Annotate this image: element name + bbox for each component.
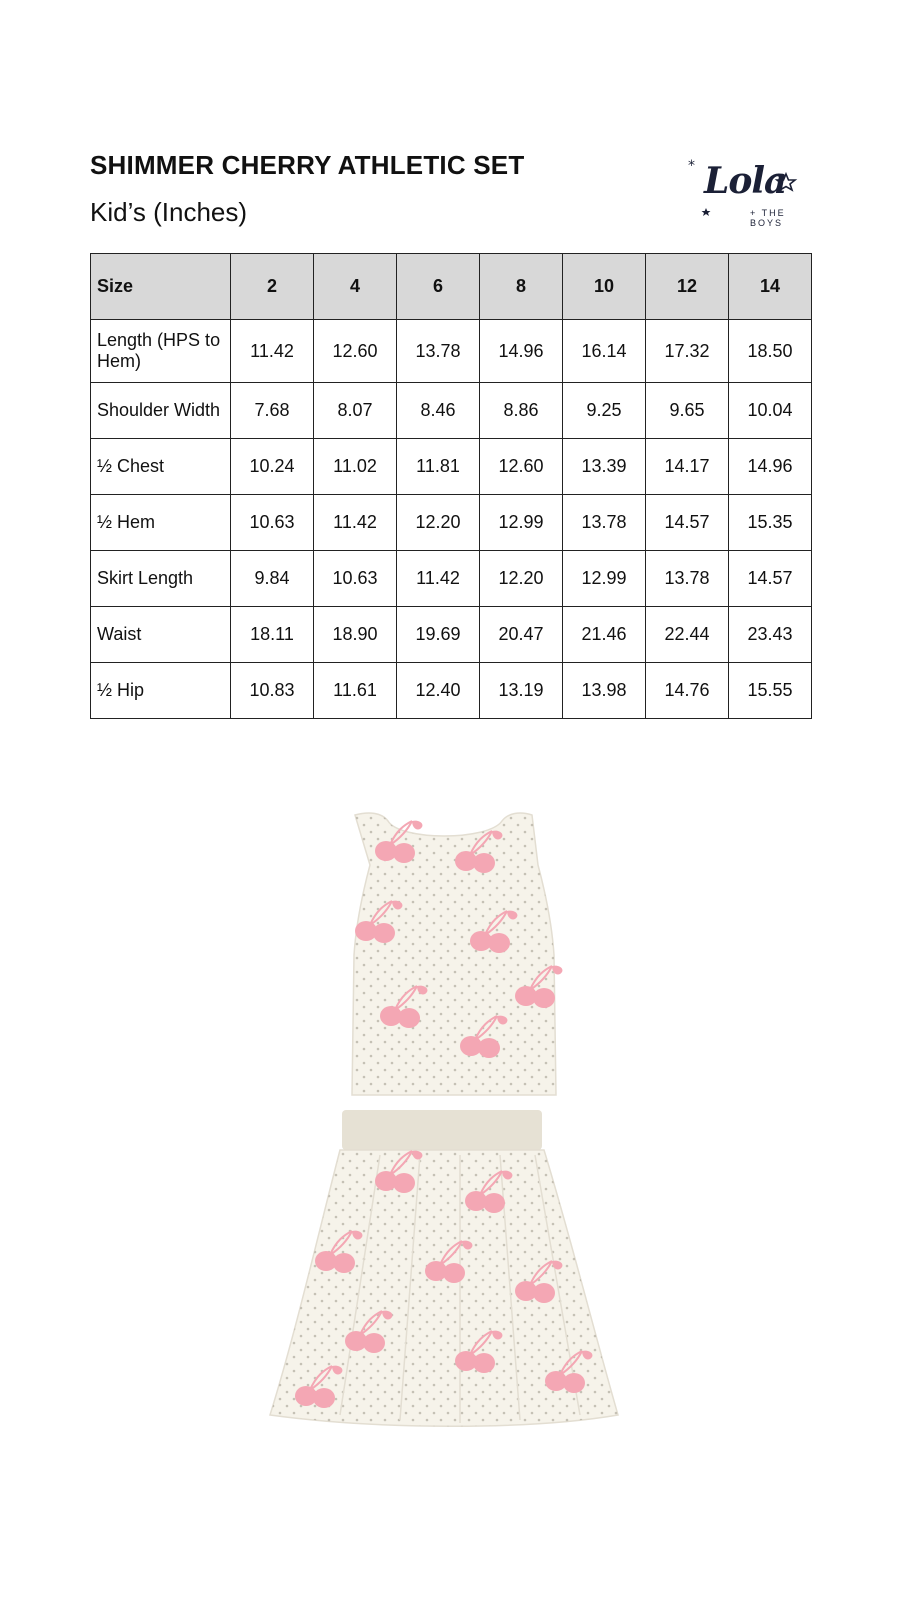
table-cell: 8.46 [397,383,480,439]
table-cell: 8.86 [480,383,563,439]
table-cell: 15.55 [729,663,812,719]
row-label: Waist [91,607,231,663]
table-cell: 11.61 [314,663,397,719]
table-cell: 14.76 [646,663,729,719]
table-cell: 13.98 [563,663,646,719]
row-label: Skirt Length [91,551,231,607]
table-row [91,439,812,495]
table-cell: 13.78 [563,495,646,551]
size-header-cell: 8 [480,254,563,320]
row-label: Shoulder Width [91,383,231,439]
table-cell: 10.83 [231,663,314,719]
size-header-label: Size [91,254,231,320]
logo-tagline: + THE BOYS [750,208,786,228]
table-cell: 13.78 [397,320,480,383]
table-row [91,495,812,551]
table-cell: 11.81 [397,439,480,495]
table-cell: 11.42 [397,551,480,607]
size-header-cell: 14 [729,254,812,320]
svg-text:*: * [688,158,695,174]
table-cell: 23.43 [729,607,812,663]
table-row [91,663,812,719]
product-image [270,815,640,1455]
row-label: Length (HPS to Hem) [91,320,231,383]
row-label: ½ Chest [91,439,231,495]
brand-logo [690,152,820,232]
table-row [91,320,812,383]
size-chart-subtitle: Kid’s (Inches) [90,197,248,227]
table-row [91,607,812,663]
size-header-cell: 12 [646,254,729,320]
table-cell: 18.50 [729,320,812,383]
table-cell: 18.90 [314,607,397,663]
table-cell: 12.60 [480,439,563,495]
table-cell: 14.96 [729,439,812,495]
table-cell: 10.63 [231,495,314,551]
table-cell: 14.96 [480,320,563,383]
size-header-row [91,254,812,320]
table-cell: 19.69 [397,607,480,663]
table-cell: 14.57 [646,495,729,551]
table-cell: 14.57 [729,551,812,607]
tank-top-graphic [352,813,562,1095]
table-cell: 16.14 [563,320,646,383]
table-cell: 21.46 [563,607,646,663]
table-cell: 15.35 [729,495,812,551]
skirt-graphic [270,1110,618,1426]
table-cell: 10.04 [729,383,812,439]
table-cell: 10.24 [231,439,314,495]
table-cell: 7.68 [231,383,314,439]
table-cell: 9.84 [231,551,314,607]
table-cell: 11.42 [314,495,397,551]
table-cell: 9.25 [563,383,646,439]
table-cell: 11.02 [314,439,397,495]
size-header-cell: 10 [563,254,646,320]
table-cell: 13.78 [646,551,729,607]
table-cell: 12.40 [397,663,480,719]
table-cell: 10.63 [314,551,397,607]
table-cell: 22.44 [646,607,729,663]
row-label: ½ Hem [91,495,231,551]
row-label: ½ Hip [91,663,231,719]
table-cell: 18.11 [231,607,314,663]
table-cell: 12.99 [480,495,563,551]
size-chart-table [90,253,812,719]
table-cell: 12.20 [397,495,480,551]
table-cell: 12.60 [314,320,397,383]
table-cell: 20.47 [480,607,563,663]
table-cell: 8.07 [314,383,397,439]
product-title: SHIMMER CHERRY ATHLETIC SET [90,150,525,180]
logo-wordmark: Lola [704,160,787,202]
table-cell: 14.17 [646,439,729,495]
size-header-cell: 6 [397,254,480,320]
size-header-cell: 2 [231,254,314,320]
table-row [91,383,812,439]
table-cell: 13.39 [563,439,646,495]
table-cell: 11.42 [231,320,314,383]
size-header-cell: 4 [314,254,397,320]
table-cell: 17.32 [646,320,729,383]
table-cell: 12.20 [480,551,563,607]
table-cell: 13.19 [480,663,563,719]
table-row [91,551,812,607]
table-cell: 9.65 [646,383,729,439]
table-cell: 12.99 [563,551,646,607]
